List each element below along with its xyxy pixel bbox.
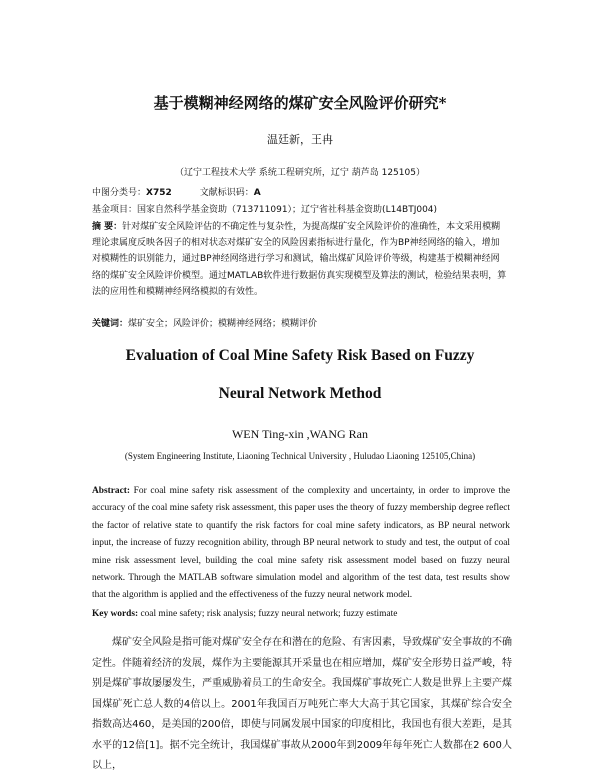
body-text-block [92, 633, 512, 777]
en-keywords-label: Key words: [92, 609, 139, 619]
cn-keywords [92, 316, 317, 329]
cn-title: 基于模糊神经网络的煤矿安全风险评价研究* [153, 94, 447, 112]
doc-code-value: A [253, 188, 261, 198]
cn-authors: 温廷新，王冉 [267, 133, 333, 146]
en-title-line2: Neural Network Method [218, 385, 382, 402]
en-abstract-label: Abstract: [92, 486, 131, 496]
cn-keywords-text: 煤矿安全；风险评价；模糊神经网络；模糊评价 [128, 319, 318, 329]
classification-line [92, 185, 261, 198]
en-keywords [92, 609, 397, 619]
fund-label: 基金项目： [92, 205, 138, 215]
fund-line [92, 202, 437, 215]
en-keywords-text: coal mine safety; risk analysis; fuzzy neural network; fuzzy estimate [138, 609, 398, 619]
cn-abstract [92, 219, 508, 300]
body-paragraph: 煤矿安全风险是指可能对煤矿安全存在和潜在的危险、有害因素，导致煤矿安全事故的不确定性。伴随着经济的发展，煤作为主要能源其开采量也在相应增加，煤矿安全形势日益严峻，特别是煤矿事故屡屡发生，严重威胁着员工的生命安全。我国煤矿事故死亡人数是世界上主要产煤国煤矿死亡总人数的4倍以上。2001年我国百万吨死亡率大大高于其它国家，其煤矿综合安全指数高达460，是美国的200倍，即使与同属发展中国家的印度相比，我国也有很大差距，是其水平的12倍[1]。据不完全统计，我国煤矿事故从2000年到2009年每年死亡人数都在2 600人以上， [92, 637, 512, 771]
en-title-line1: Evaluation of Coal Mine Safety Risk Based on Fuzzy [125, 347, 475, 364]
cn-abstract-label: 摘 要： [92, 222, 123, 232]
en-abstract [92, 483, 510, 605]
en-abstract-text: For coal mine safety risk assessment of the complexity and uncertainty, in order to improve the accuracy of the coal mine safety risk assessment, this paper uses the theory of fuzzy membership degree reflect the factor of relative state to quantify the risk factors for coal mine safety indicators, as BP neural network input, the increase of fuzzy recognition ability, through BP neural network to study and test, the output of coal mine risk assessment level, building the coal mine safety risk assessment model based on fuzzy neural network. Through the MATLAB software simulation model and algorithm of the test data, test results show that the algorithm is applied and the effectiveness of the fuzzy neural network model. [92, 486, 510, 601]
cn-affiliation: （辽宁工程技术大学 系统工程研究所，辽宁 葫芦岛 125105） [175, 168, 425, 178]
clc-label: 中图分类号： [92, 188, 147, 198]
clc-value: X752 [146, 188, 172, 198]
doc-code-label: 文献标识码： [199, 188, 254, 198]
fund-text: 国家自然科学基金资助（713711091）；辽宁省社科基金资助(L14BTJ004) [137, 205, 438, 215]
en-authors: WEN Ting-xin ,WANG Ran [231, 427, 368, 441]
en-affiliation: (System Engineering Institute, Liaoning Technical University , Huludao Liaoning 125105,China) [124, 451, 476, 461]
cn-keywords-label: 关键词： [92, 319, 129, 329]
cn-abstract-text: 针对煤矿安全风险评估的不确定性与复杂性，为提高煤矿安全风险评价的准确性，本文采用模糊理论隶属度反映各因子的相对状态对煤矿安全的风险因素指标进行量化，作为BP神经网络的输入，增加对模糊性的识别能力，通过BP神经网络进行学习和测试，输出煤矿风险评价等级，构建基于模糊神经网络的煤矿安全风险评价模型。通过MATLAB软件进行数据仿真实现模型及算法的测试，检验结果表明，算法的应用性和模糊神经网络模拟的有效性。 [92, 222, 507, 297]
